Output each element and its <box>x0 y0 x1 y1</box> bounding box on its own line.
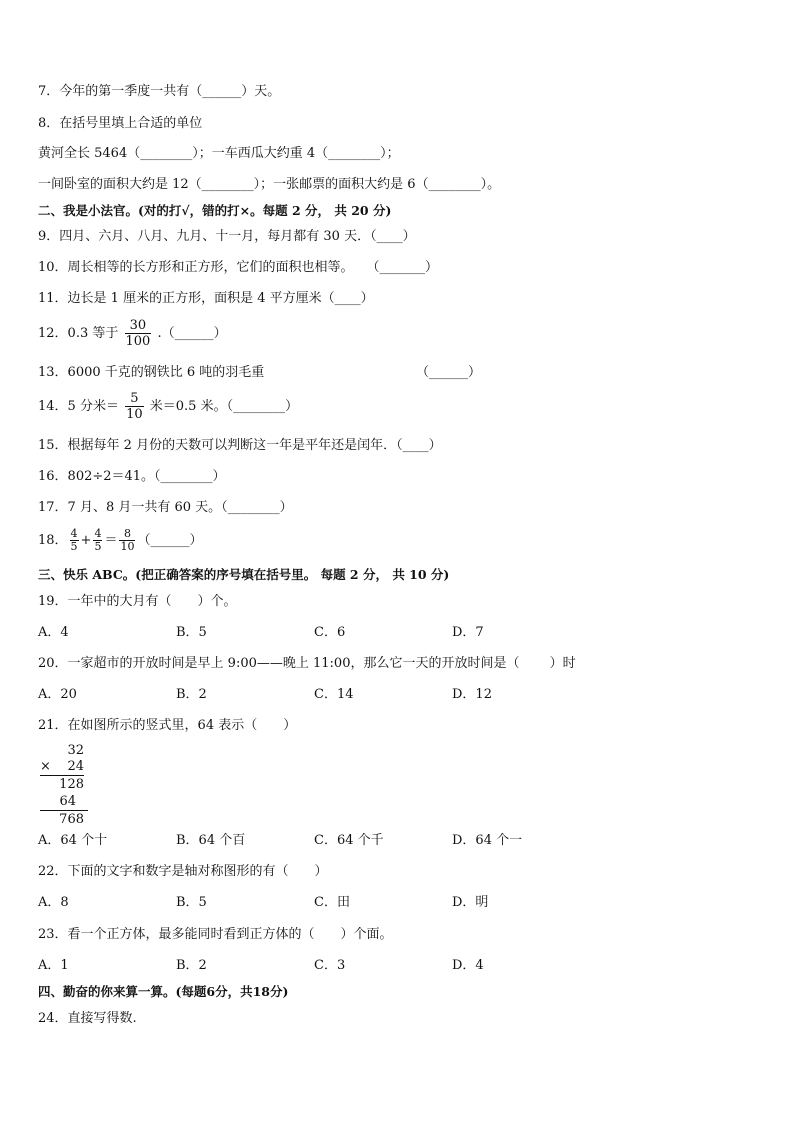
question-13 <box>38 365 264 381</box>
fraction-denominator: 10 <box>126 407 143 422</box>
partial-product-2: 64 <box>59 794 76 809</box>
question-16: 16．802÷2＝41。（________） <box>38 469 226 484</box>
fraction-numerator: 8 <box>123 527 131 540</box>
fraction-4-5-b <box>93 528 102 553</box>
option-c: C．14 <box>314 687 354 702</box>
fraction-30-100 <box>125 318 152 349</box>
option-a: A．4 <box>38 625 69 640</box>
option-d: D．12 <box>452 687 492 702</box>
option-a: A．1 <box>38 958 69 973</box>
rule-line <box>40 775 84 776</box>
section-4-heading: 四、勤奋的你来算一算。(每题6分，共18分) <box>38 984 289 999</box>
question-7: 7．今年的第一季度一共有（______）天。 <box>38 84 281 99</box>
plus-sign: + <box>80 533 92 548</box>
fraction-denominator: 100 <box>125 334 151 349</box>
option-a: A．20 <box>38 687 77 702</box>
option-b: B．2 <box>176 687 207 702</box>
question-11: 11．边长是 1 厘米的正方形，面积是 4 平方厘米（____） <box>38 291 374 306</box>
option-d: D．4 <box>452 958 484 973</box>
question-18 <box>38 528 202 553</box>
multiplicand: 32 <box>67 743 84 758</box>
section-3-heading: 三、快乐 ABC。(把正确答案的序号填在括号里。 每题 2 分， 共 10 分) <box>38 567 450 582</box>
vertical-multiplication <box>38 740 98 830</box>
question-12 <box>38 318 227 349</box>
option-d: D．7 <box>452 625 484 640</box>
option-c: C．6 <box>314 625 346 640</box>
option-b: B．2 <box>176 958 207 973</box>
question-14-rest: 米＝0.5 米。（________） <box>149 399 299 414</box>
times-sign: × <box>40 759 51 774</box>
fraction-8-10 <box>119 528 135 553</box>
equals-sign: ＝ <box>104 533 118 548</box>
question-24: 24．直接写得数. <box>38 1011 137 1026</box>
question-9: 9．四月、六月、八月、九月、十一月，每月都有 30 天．（____） <box>38 229 416 244</box>
option-c: C．3 <box>314 958 346 973</box>
question-23: 23．看一个正方体，最多能同时看到正方体的（ ）个面。 <box>38 927 393 942</box>
question-17: 17．7 月、8 月一共有 60 天。（________） <box>38 500 293 515</box>
question-18-answer-blank: （______） <box>137 533 203 548</box>
option-c: C．田 <box>314 895 350 910</box>
fraction-numerator: 30 <box>129 318 147 333</box>
fraction-denominator: 5 <box>70 540 78 553</box>
question-15: 15．根据每年 2 月份的天数可以判断这一年是平年还是闰年．（____） <box>38 438 442 453</box>
fraction-5-10 <box>125 391 144 422</box>
question-13-text: 13．6000 千克的钢铁比 6 吨的羽毛重 <box>38 365 265 380</box>
section-2-heading: 二、我是小法官。(对的打√，错的打×。每题 2 分， 共 20 分) <box>38 203 392 218</box>
question-12-answer-blank: .（______） <box>157 326 227 341</box>
question-13-answer-blank: （______） <box>416 365 482 380</box>
option-d: D．明 <box>452 895 489 910</box>
question-14-text: 14．5 分米＝ <box>38 399 119 414</box>
multiplier: 24 <box>67 759 84 774</box>
option-c: C．64 个千 <box>314 833 384 848</box>
option-b: B．64 个百 <box>176 833 246 848</box>
question-10: 10．周长相等的长方形和正方形，它们的面积也相等。 （_______） <box>38 260 439 275</box>
question-12-text: 12．0.3 等于 <box>38 326 119 341</box>
question-20: 20．一家超市的开放时间是早上 9:00——晚上 11:00，那么它一天的开放时间是（ ）时 <box>38 656 576 671</box>
question-19: 19．一年中的大月有（ ）个。 <box>38 594 237 609</box>
question-8-title: 8．在括号里填上合适的单位 <box>38 116 203 131</box>
product: 768 <box>59 812 84 827</box>
question-14 <box>38 391 298 422</box>
option-b: B．5 <box>176 895 207 910</box>
question-8-line-2: 一间卧室的面积大约是 12（________）；一张邮票的面积大约是 6（________）。 <box>38 177 501 192</box>
question-21: 21．在如图所示的竖式里，64 表示（ ） <box>38 718 297 733</box>
option-a: A．64 个十 <box>38 833 108 848</box>
fraction-denominator: 10 <box>120 540 135 553</box>
option-d: D．64 个一 <box>452 833 523 848</box>
question-22: 22．下面的文字和数字是轴对称图形的有（ ） <box>38 864 328 879</box>
fraction-4-5-a <box>70 528 79 553</box>
partial-product-1: 128 <box>59 777 84 792</box>
fraction-numerator: 5 <box>130 391 139 406</box>
option-b: B．5 <box>176 625 207 640</box>
fraction-numerator: 4 <box>70 527 78 540</box>
question-8-line-1: 黄河全长 5464（________）；一车西瓜大约重 4（________）； <box>38 146 400 161</box>
fraction-numerator: 4 <box>94 527 102 540</box>
question-18-number: 18． <box>38 533 68 548</box>
option-a: A．8 <box>38 895 69 910</box>
fraction-denominator: 5 <box>94 540 102 553</box>
rule-line <box>40 810 88 811</box>
